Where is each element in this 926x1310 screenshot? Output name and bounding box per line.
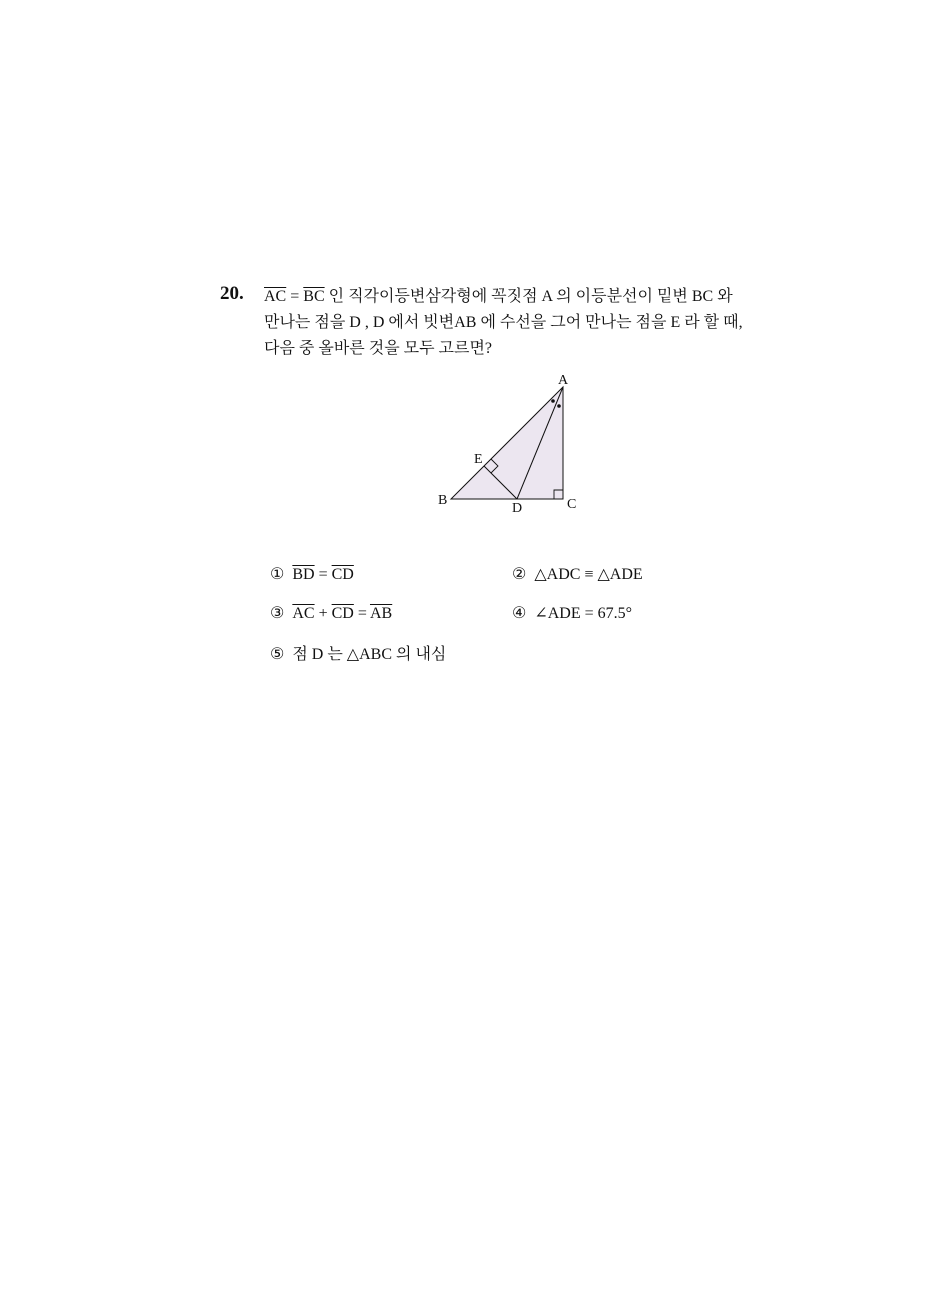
choice-1 [270, 564, 354, 584]
choice-5-number: ⑤ [270, 646, 285, 663]
plus-sign: + [314, 605, 332, 622]
choice-2 [512, 564, 643, 584]
label-e: E [474, 452, 483, 467]
question-text [264, 284, 784, 362]
angle-dot-1 [551, 399, 555, 403]
segment-bc: $\overline{BC}$ [303, 288, 325, 305]
label-d: D [512, 501, 523, 516]
label-c: C [567, 497, 577, 512]
choice-4-number: ④ [512, 605, 527, 622]
question-line-3: 다음 중 올바른 것을 모두 고르면? [264, 340, 493, 357]
segment-bd: $\overline{BD}$ [292, 566, 315, 583]
segment-cd: $\overline{CD}$ [331, 605, 354, 622]
equals-sign: = [314, 566, 332, 583]
segment-cd: $\overline{CD}$ [331, 566, 354, 583]
segment-ac: $\overline{AC}$ [292, 605, 315, 622]
choice-4 [512, 603, 632, 623]
segment-ac: $\overline{AC}$ [264, 288, 287, 305]
segment-ab: $\overline{AB}$ [369, 605, 393, 622]
triangle-figure [430, 368, 590, 518]
choice-2-text: △ADC ≡ △ADE [534, 566, 643, 583]
label-b: B [438, 493, 448, 508]
choice-3-number: ③ [270, 605, 285, 622]
question-line-1 [264, 284, 784, 310]
question-line-2: 만나는 점을 D , D 에서 빗변AB 에 수선을 그어 만나는 점을 E 라 할 때, [264, 314, 743, 331]
choice-5 [270, 641, 446, 664]
choice-1-number: ① [270, 566, 285, 583]
triangle-abc [451, 387, 563, 499]
equals-sign: = [353, 605, 370, 622]
equals-sign: = [286, 288, 304, 305]
question-line-1-rest: 인 직각이등변삼각형에 꼭짓점 A 의 이등분선이 밑변 BC 와 [324, 288, 733, 305]
angle-dot-2 [557, 404, 561, 408]
question-number: 20. [220, 283, 244, 304]
choice-3 [270, 603, 392, 623]
choice-4-text: ∠ADE = 67.5° [534, 605, 633, 622]
choice-2-number: ② [512, 566, 527, 583]
choice-5-text: 점 D 는 △ABC 의 내심 [292, 646, 447, 663]
triangle-diagram [430, 368, 590, 518]
label-a: A [558, 373, 569, 388]
